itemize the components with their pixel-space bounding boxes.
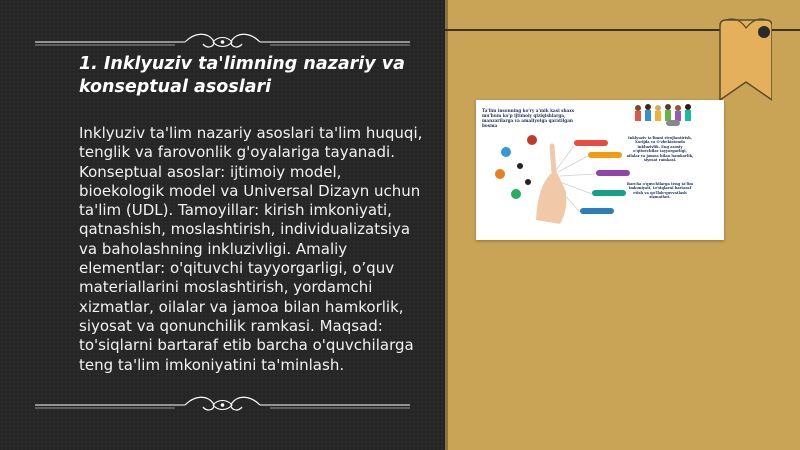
- slide-body-text: Inklyuziv ta'lim nazariy asoslari ta'lim huquqi, tenglik va farovonlik g'oyalariga tayanadi. Konseptual asoslar: ijtimoiy model, bioekologik model va Universal Dizayn uchun ta'lim (UDL). Tamoyillar: kirish imkoniyati, qatnashish, moslashtirish, individualizatsiya va baholashning inkluzivligi. Amaliy elementlar: o'qituvchi tayyorgarligi, o’quv materiallarini moslashtirish, yordamchi xizmatlar, oilalar va jamoa bilan hamkorlik, siyosat va qonunchilik ramkasi. Maqsad: to'siqlarni bartaraf etib barcha o'quvchilarga teng ta'lim imkoniyatini ta'minlash.: [79, 124, 423, 374]
- embedded-infographic-image: [476, 100, 724, 240]
- infographic-note-2: Barcha o'quvchilarga teng ta'lim imkoniyati, to'siqlarni bartaraf etish va qo'llab-quvvatlash xizmatlari.: [626, 182, 694, 200]
- panel-divider: [445, 0, 448, 450]
- slide-title: 1. Inklyuziv ta'limning nazariy va konseptual asoslari: [79, 54, 405, 97]
- infographic-note-1: Inklyuziv ta'limni rivojlantirish, Xorijda va O'zbekistonda inkluzivlik. Eng asosiy o'qituvchilar tayyorgarligi, oilalar va jamoa bilan hamkorlik, siyosat ramkasi.: [626, 136, 694, 163]
- bottom-ornament-divider: [35, 393, 410, 417]
- top-ornament-divider: [35, 30, 410, 54]
- infographic-caption: Ta'lim insonning ko'ry a'mik kasi shaxs mu'hum ko'p ijtimoiy qiziqishlarga, manzarilarga va amaliyotga qaratilgan bosma: [482, 108, 575, 128]
- bookmark-ribbon-icon: [716, 18, 772, 102]
